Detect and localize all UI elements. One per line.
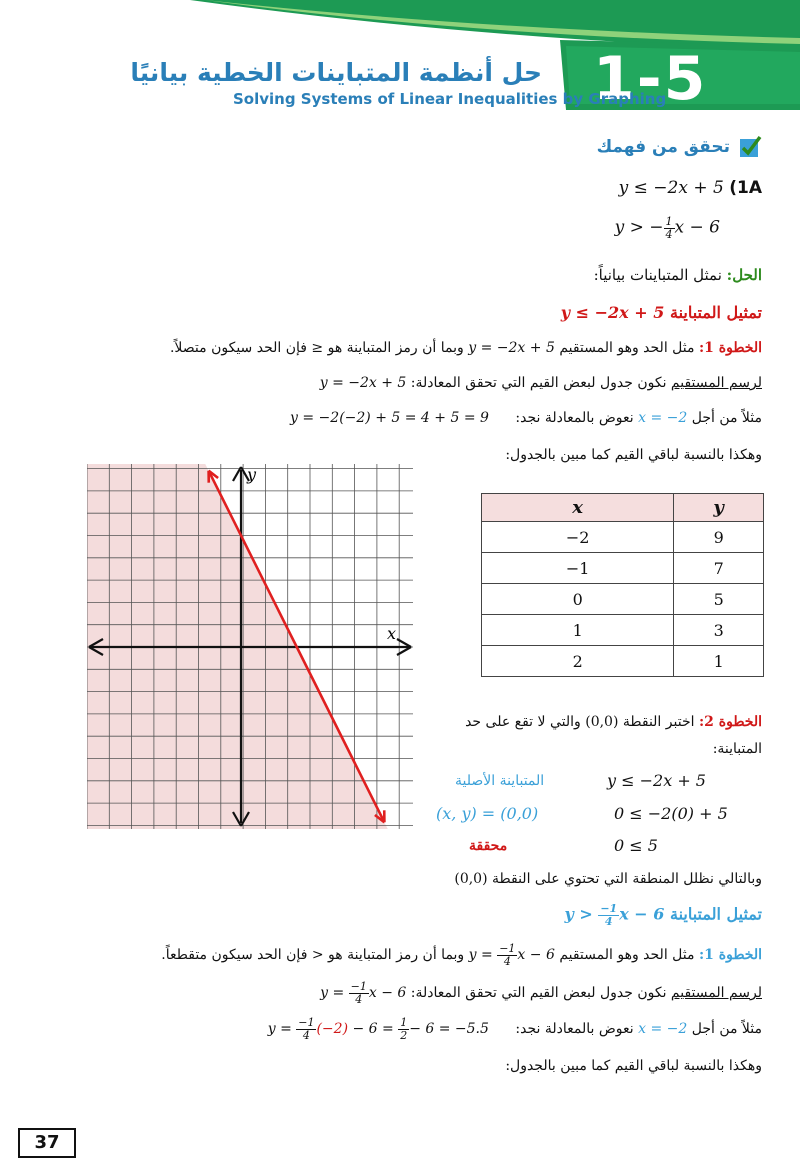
check-label-3: محققة [469, 838, 508, 854]
check-math-3: 0 ≤ 5 [614, 836, 658, 855]
table-header-x: x [482, 494, 674, 522]
check-label-1: المتباينة الأصلية [455, 773, 545, 789]
table-row: −2 9 [482, 522, 764, 553]
part1-rest: وهكذا بالنسبة لباقي القيم كما مبين بالجدول: [505, 447, 762, 463]
part1-table-intro: لرسم المستقيم نكون جدول لبعض القيم التي تحقق المعادلة: y = −2x + 5 [319, 375, 762, 391]
problem-1a: y ≤ −2x + 5 (1A [618, 178, 762, 198]
part1-heading: تمثيل المتباينة y ≤ −2x + 5 [560, 303, 762, 322]
part1-step2: الخطوة 2: اختبر النقطة (0,0) والتي لا تقع على حد [465, 714, 762, 730]
part2-example: مثلاً من أجل x = −2 نعوض بالمعادلة نجد: y = $\frac{-1}{4}$ (−2) − 6 = $\frac{1}{2}$ − 6 = −5.5 [267, 1016, 762, 1042]
x-axis-label: x [387, 624, 397, 643]
checkbox-icon [738, 135, 762, 159]
solution-line: الحل: نمثل المتباينات بيانياً: [593, 266, 762, 284]
part1-example: مثلاً من أجل x = −2 نعوض بالمعادلة نجد: y = −2(−2) + 5 = 4 + 5 = 9 [290, 410, 762, 426]
values-table [481, 493, 764, 677]
table-header-y: y [674, 494, 764, 522]
check-math-2: 0 ≤ −2(0) + 5 [614, 804, 728, 823]
part1-step2-cont: المتباينة: [712, 741, 762, 757]
part1-step1: الخطوة 1: مثل الحد وهو المستقيم y = −2x + 5 وبما أن رمز المتباينة هو ≤ فإن الحد سيكون متصلاً. [169, 340, 762, 356]
problem-1a-second: y > − $\frac{1}{4}$ x − 6 [614, 215, 720, 241]
page-title-arabic: حل أنظمة المتباينات الخطية بيانيًا [130, 58, 542, 87]
table-row: −1 7 [482, 553, 764, 584]
part2-step1: الخطوة 1: مثل الحد وهو المستقيم y = $\frac{-1}{4}$ x − 6 وبما أن رمز المتباينة هو < فإن الحد سيكون متقطعاً. [161, 942, 762, 968]
check-understanding-label: تحقق من فهمك [596, 137, 730, 157]
table-row: 1 3 [482, 615, 764, 646]
table-row: 0 5 [482, 584, 764, 615]
chapter-number: 1-5 [593, 44, 708, 114]
part1-conclusion: وبالتالي نظلل المنطقة التي تحتوي على النقطة (0,0) [454, 871, 762, 887]
check-math-1: y ≤ −2x + 5 [607, 771, 706, 790]
table-header-row [482, 494, 764, 522]
page-title-english: Solving Systems of Linear Inequalities by Graphing [233, 90, 667, 108]
check-understanding-header [597, 135, 762, 159]
inequality-graph [87, 464, 413, 829]
part2-table-intro: لرسم المستقيم نكون جدول لبعض القيم التي تحقق المعادلة: y = $\frac{-1}{4}$ x − 6 [320, 980, 762, 1006]
part2-heading: تمثيل المتباينة y > $\frac{-1}{4}$ x − 6 [564, 902, 762, 928]
y-axis-label: y [247, 465, 257, 484]
part2-rest: وهكذا بالنسبة لباقي القيم كما مبين بالجدول: [505, 1058, 762, 1074]
page-number: 37 [18, 1128, 76, 1158]
check-label-2: (x, y) = (0,0) [436, 804, 539, 823]
table-row: 2 1 [482, 646, 764, 677]
